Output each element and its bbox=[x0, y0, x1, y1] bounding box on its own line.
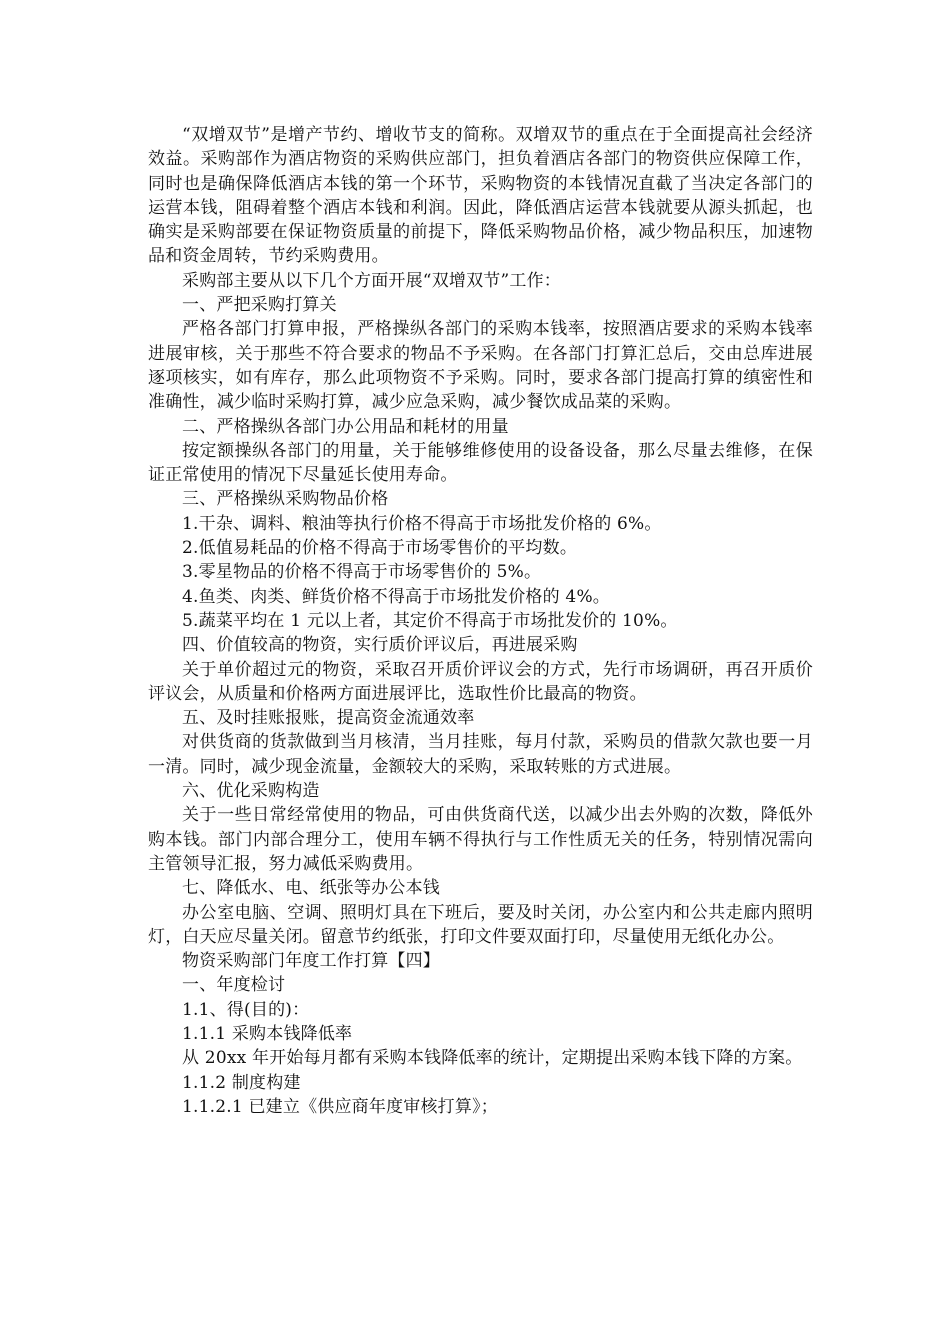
work-overview-paragraph: 采购部主要从以下几个方面开展“双增双节”工作： bbox=[182, 270, 561, 291]
price-rule-3: 3.零星物品的价格不得高于市场零售价的 5%。 bbox=[182, 562, 542, 583]
section-heading-4: 四、价值较高的物资，实行质价评议后，再进展采购 bbox=[182, 635, 578, 656]
section-heading-7: 七、降低水、电、纸张等办公本钱 bbox=[182, 878, 440, 899]
annual-review-heading: 一、年度检讨 bbox=[182, 975, 286, 996]
section-heading-5: 五、及时挂账报账，提高资金流通效率 bbox=[182, 708, 475, 729]
subheading-1-1-2-1: 1.1.2.1 已建立《供应商年度审核打算》； bbox=[182, 1096, 498, 1117]
subsection-body-1-1-1: 从 20xx 年开始每月都有采购本钱降低率的统计，定期提出采购本钱下降的方案。 bbox=[182, 1048, 803, 1069]
subheading-1-1: 1.1、得(目的)： bbox=[182, 999, 310, 1020]
section-body-4: 关于单价超过元的物资，采取召开质价评议会的方式，先行市场调研，再召开质价评议会，从质量和价格两方面进展评比，选取性价比最高的物资。 bbox=[148, 659, 813, 704]
intro-paragraph: “双增双节”是增产节约、增收节支的简称。双增双节的重点在于全面提高社会经济效益。采购部作为酒店物资的采购供应部门，担负着酒店各部门的物资供应保障工作，同时也是确保降低酒店本钱的第一个环节，采购物资的本钱情况直截了当决定各部门的运营本钱，阻碍着整个酒店本钱和利润。因此，降低酒店运营本钱就要从源头抓起，也确实是采购部要在保证物资质量的前提下，降低采购物品价格，减少物品积压，加速物品和资金周转，节约采购费用。 bbox=[148, 125, 813, 267]
price-rule-5: 5.蔬菜平均在 1 元以上者，其定价不得高于市场批发价的 10%。 bbox=[182, 610, 678, 631]
section-heading-3: 三、严格操纵采购物品价格 bbox=[182, 489, 389, 510]
section-body-1: 严格各部门打算申报，严格操纵各部门的采购本钱率，按照酒店要求的采购本钱率进展审核，关于那些不符合要求的物品不予采购。在各部门打算汇总后，交由总库进展逐项核实，如有库存，那么此项物资不予采购。同时，要求各部门提高打算的缜密性和准确性，减少临时采购打算，减少应急采购，减少餐饮成品菜的采购。 bbox=[148, 319, 813, 413]
section-body-5: 对供货商的货款做到当月核清，当月挂账，每月付款，采购员的借款欠款也要一月一清。同时，减少现金流量，金额较大的采购，采取转账的方式进展。 bbox=[148, 732, 813, 777]
section-body-7: 办公室电脑、空调、照明灯具在下班后，要及时关闭，办公室内和公共走廊内照明灯，白天应尽量关闭。留意节约纸张，打印文件要双面打印，尽量使用无纸化办公。 bbox=[148, 902, 813, 947]
subheading-1-1-2: 1.1.2 制度构建 bbox=[182, 1072, 301, 1093]
section-heading-6: 六、优化采购构造 bbox=[182, 781, 320, 802]
section-heading-1: 一、严把采购打算关 bbox=[182, 295, 337, 316]
document-body bbox=[148, 123, 813, 1119]
section-heading-2: 二、严格操纵各部门办公用品和耗材的用量 bbox=[182, 416, 509, 437]
price-rule-4: 4.鱼类、肉类、鲜货价格不得高于市场批发价格的 4%。 bbox=[182, 586, 610, 607]
section-body-2: 按定额操纵各部门的用量，关于能够维修使用的设备设备，那么尽量去维修，在保证正常使用的情况下尽量延长使用寿命。 bbox=[148, 440, 813, 486]
price-rule-2: 2.低值易耗品的价格不得高于市场零售价的平均数。 bbox=[182, 538, 578, 559]
price-rule-1: 1.干杂、调料、粮油等执行价格不得高于市场批发价格的 6%。 bbox=[182, 513, 662, 534]
subheading-1-1-1: 1.1.1 采购本钱降低率 bbox=[182, 1023, 353, 1044]
section-body-6: 关于一些日常经常使用的物品，可由供货商代送，以减少出去外购的次数，降低外购本钱。部门内部合理分工，使用车辆不得执行与工作性质无关的任务，特别情况需向主管领导汇报，努力减低采购费用。 bbox=[148, 805, 813, 874]
plan-title: 物资采购部门年度工作打算【四】 bbox=[182, 951, 440, 972]
